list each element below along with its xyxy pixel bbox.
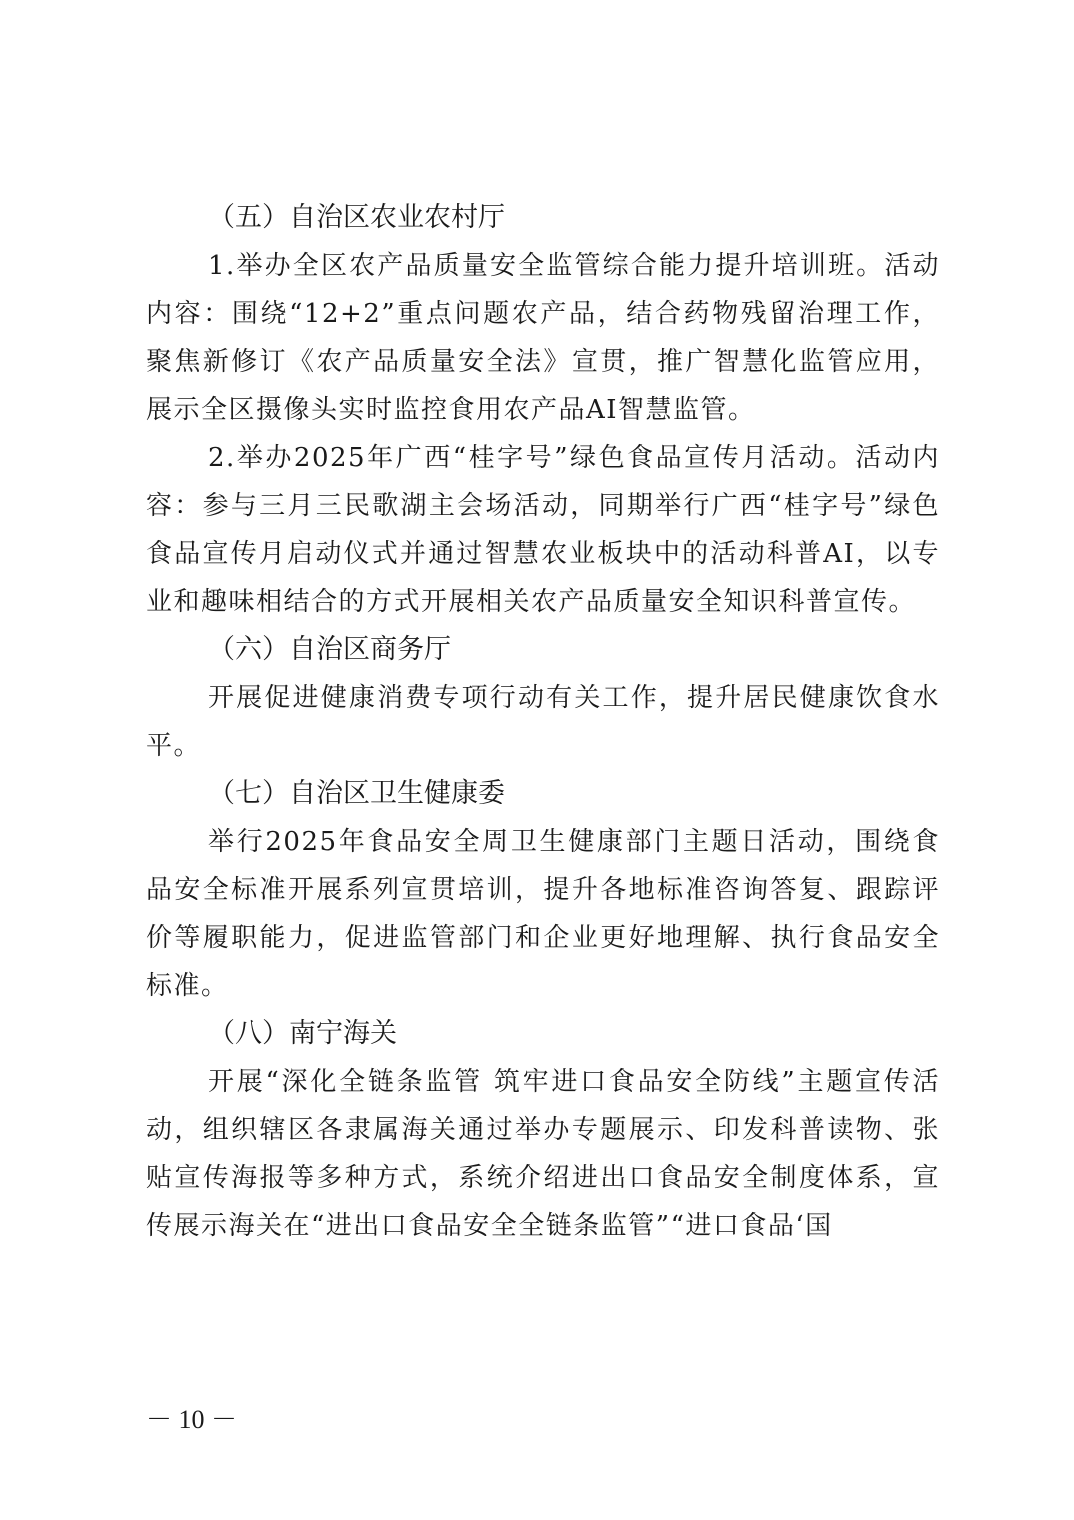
paragraph-food-safety-standards: 举行2025年食品安全周卫生健康部门主题日活动，围绕食品安全标准开展系列宣贯培训，提升各地标准咨询答复、跟踪评价等履职能力，促进监管部门和企业更好地理解、执行食品安全标准。 [146, 827, 940, 1001]
paragraph-customs-campaign: 开展“深化全链条监管 筑牢进口食品安全防线”主题宣传活动，组织辖区各隶属海关通过举办专题展示、印发科普读物、张贴宣传海报等多种方式，系统介绍进出口食品安全制度体系，宣传展示海关在“进出口食品安全全链条监管”“进口食品‘国 [146, 1067, 940, 1241]
section-heading-commerce: （六）自治区商务厅 [208, 634, 451, 665]
paragraph-health-consumption: 开展促进健康消费专项行动有关工作，提升居民健康饮食水平。 [146, 683, 940, 761]
page-number: － 10 － [146, 1405, 238, 1434]
paragraph-green-food-month: 2.举办2025年广西“桂字号”绿色食品宣传月活动。活动内容：参与三月三民歌湖主会场活动，同期举行广西“桂字号”绿色食品宣传月启动仪式并通过智慧农业板块中的活动科普AI，以专业和趣味相结合的方式开展相关农产品质量安全知识科普宣传。 [146, 443, 940, 617]
section-heading-nanning-customs: （八）南宁海关 [208, 1018, 397, 1049]
paragraph-training-course: 1.举办全区农产品质量安全监管综合能力提升培训班。活动内容：围绕“12+2”重点问题农产品，结合药物残留治理工作，聚焦新修订《农产品质量安全法》宣贯，推广智慧化监管应用，展示全区摄像头实时监控食用农产品AI智慧监管。 [146, 251, 940, 425]
section-heading-agriculture: （五）自治区农业农村厅 [208, 202, 505, 233]
section-heading-health-commission: （七）自治区卫生健康委 [208, 778, 505, 809]
document-body [146, 194, 940, 1250]
